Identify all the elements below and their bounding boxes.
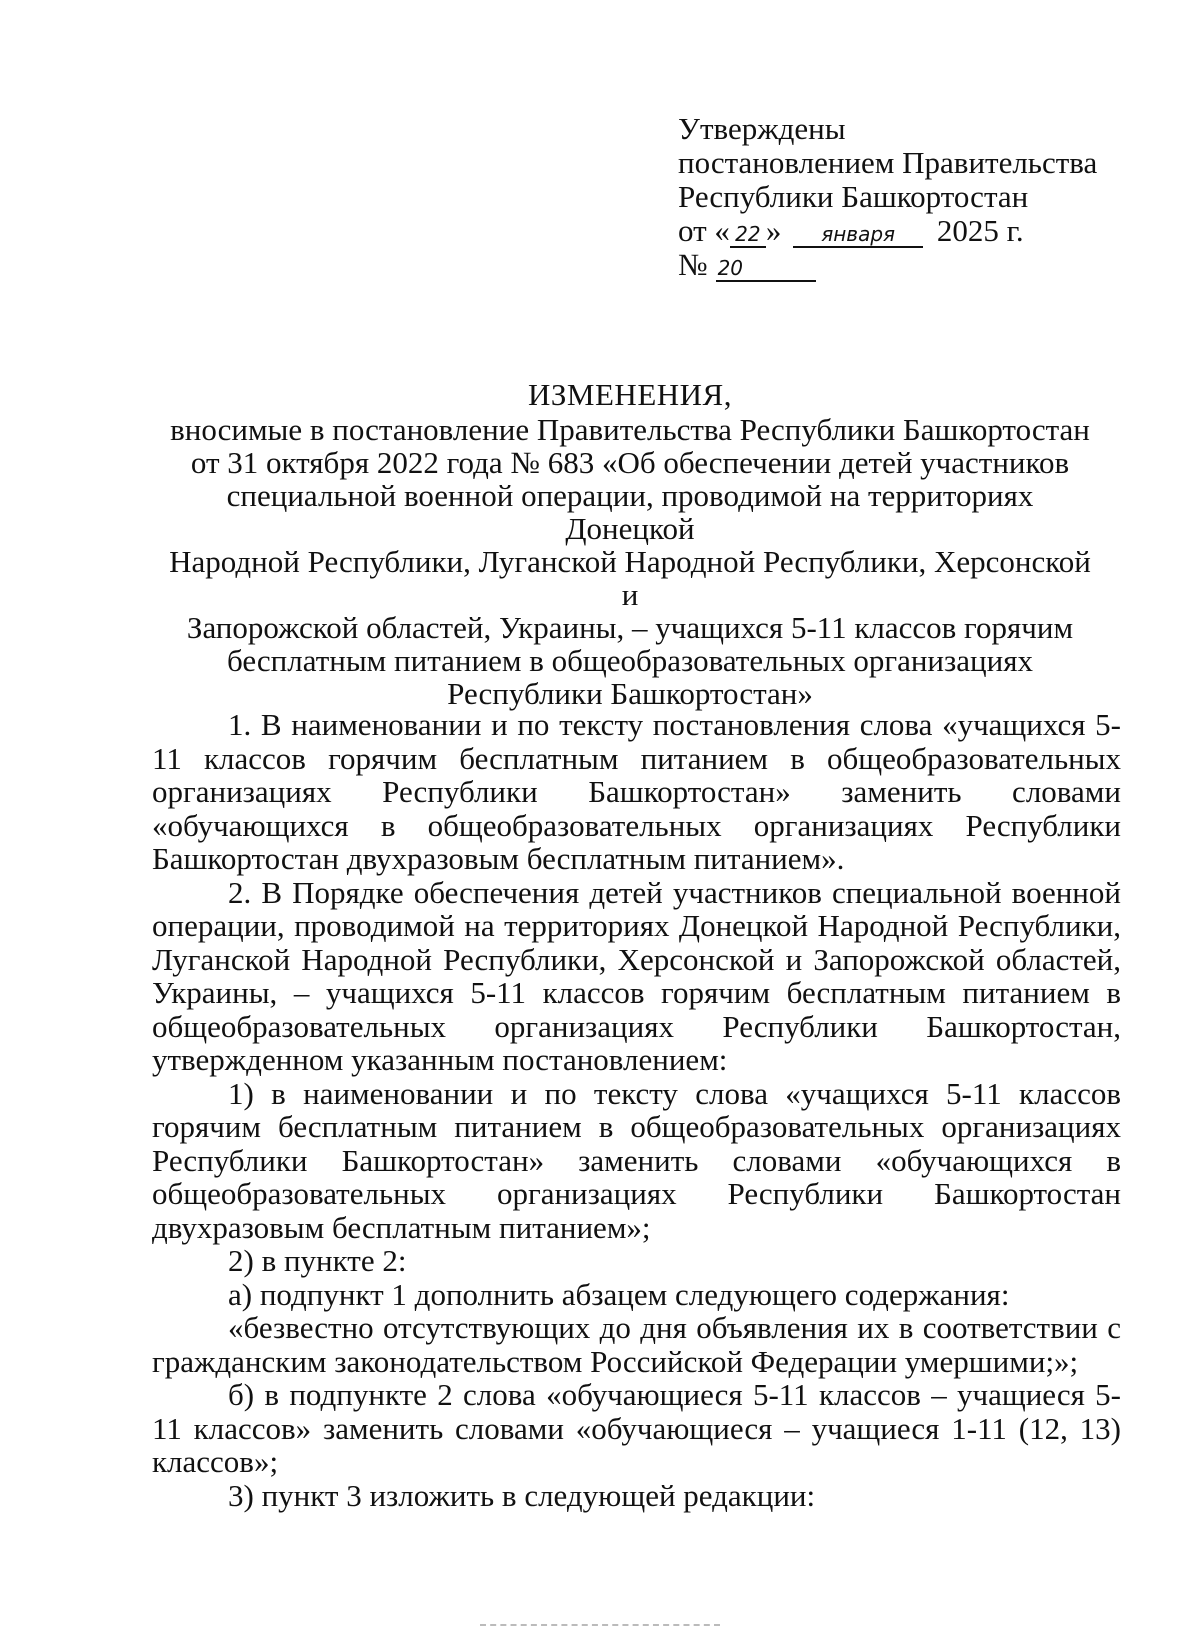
date-prefix: от « [678, 213, 730, 248]
approval-number [678, 248, 1097, 282]
title-line: бесплатным питанием в общеобразовательных организациях [227, 643, 1033, 678]
title-line: вносимые в постановление Правительства Республики Башкортостан [170, 412, 1090, 447]
title-line: Народной Республики, Луганской Народной Республики, Херсонской и [169, 544, 1091, 612]
number-prefix: № [678, 247, 708, 282]
number-value: 20 [716, 256, 816, 282]
page-bottom-mark [480, 1624, 720, 1630]
date-month: января [793, 222, 923, 248]
paragraph: б) в подпункте 2 слова «обучающиеся 5-11 классов – учащиеся 5-11 классов» заменить словами «обучающиеся – учащиеся 1-11 (12, 13) классов»; [152, 1377, 1121, 1479]
title-line: Республики Башкортостан» [447, 676, 813, 711]
paragraph: а) подпункт 1 дополнить абзацем следующего содержания: [228, 1276, 1010, 1312]
paragraph: 3) пункт 3 изложить в следующей редакции: [228, 1477, 816, 1513]
date-day: 22 [730, 222, 766, 248]
title-line: специальной военной операции, проводимой на территориях Донецкой [226, 478, 1034, 546]
paragraph: «безвестно отсутствующих до дня объявления их в соответствии с гражданским законодательством Российской Федерации умершими;»; [152, 1310, 1121, 1379]
paragraph: 2. В Порядке обеспечения детей участников специальной военной операции, проводимой на территориях Донецкой Народной Республики, Луганской Народной Республики, Херсонской и Запорожской областей, Украины, – учащихся 5-11 классов горячим бесплатным питанием в общеобразовательных организациях Республики Башкортостан, утвержденном указанным постановлением: [152, 874, 1121, 1077]
title-heading: ИЗМЕНЕНИЯ, [528, 377, 732, 412]
title-line: от 31 октября 2022 года № 683 «Об обеспечении детей участников [190, 445, 1070, 480]
approval-date [678, 214, 1097, 248]
paragraph: 2) в пункте 2: [228, 1243, 407, 1278]
date-year: 2025 г. [936, 213, 1024, 248]
approval-line-2: постановлением Правительства [678, 145, 1098, 180]
approval-stamp [678, 112, 1097, 282]
title-line: Запорожской областей, Украины, – учащихся 5-11 классов горячим [186, 610, 1074, 645]
date-mid: » [765, 213, 782, 248]
document-body [152, 708, 1121, 1512]
approval-line-3: Республики Башкортостан [678, 179, 1029, 214]
paragraph: 1. В наименовании и по тексту постановления слова «учащихся 5-11 классов горячим бесплатным питанием в общеобразовательных организациях Республики Башкортостан» заменить словами «обучающихся в общеобразовательных организациях Республики Башкортостан двухразовым бесплатным питанием». [152, 707, 1121, 876]
paragraph: 1) в наименовании и по тексту слова «учащихся 5-11 классов горячим бесплатным питанием в общеобразовательных организациях Республики Башкортостан» заменить словами «обучающихся в общеобразовательных организациях Республики Башкортостан двухразовым бесплатным питанием»; [152, 1075, 1121, 1245]
document-title [160, 378, 1100, 710]
approval-line-1: Утверждены [678, 111, 846, 146]
